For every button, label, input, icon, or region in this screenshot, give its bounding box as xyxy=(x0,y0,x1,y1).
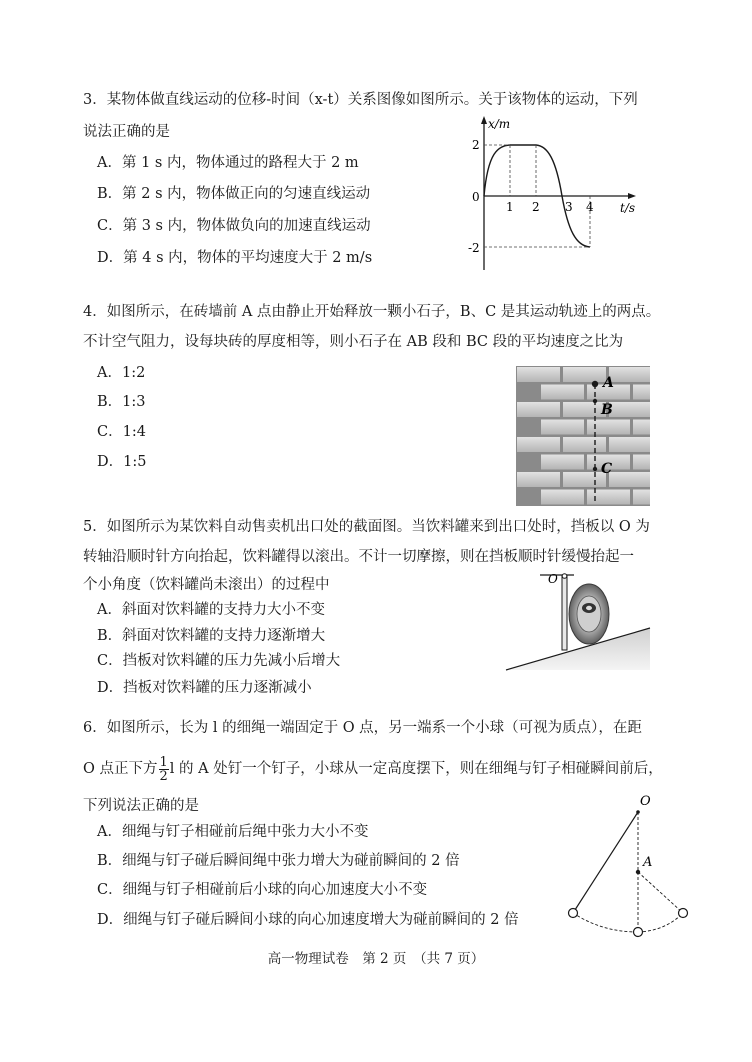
x-tick-4: 4 xyxy=(586,200,594,214)
label-c: C xyxy=(601,461,613,477)
q3-stem-line1: 3．某物体做直线运动的位移-时间（x-t）关系图像如图所示。关于该物体的运动，下列 xyxy=(83,92,638,108)
fraction-denominator: 2 xyxy=(159,768,168,784)
brick xyxy=(517,402,560,417)
brick xyxy=(517,472,560,487)
brick xyxy=(563,402,606,417)
q3-xt-graph xyxy=(440,112,640,277)
brick xyxy=(587,490,630,505)
q6-stem-line2-start: O 点正下方 xyxy=(83,761,158,777)
point-c xyxy=(593,467,597,471)
brick xyxy=(563,472,606,487)
brick xyxy=(609,402,650,417)
x-axis-arrow xyxy=(628,193,636,199)
q6-option-b: B．细绳与钉子碰后瞬间绳中张力增大为碰前瞬间的 2 倍 xyxy=(97,853,460,869)
brick xyxy=(541,420,584,435)
q4-option-a: A．1:2 xyxy=(97,365,146,381)
fixed-point-o xyxy=(636,810,640,814)
q6-option-c: C．细绳与钉子相碰前后小球的向心加速度大小不变 xyxy=(97,882,428,898)
q6-option-d: D．细绳与钉子碰后瞬间小球的向心加速度增大为碰前瞬间的 2 倍 xyxy=(97,912,519,928)
q3-stem-line2: 说法正确的是 xyxy=(83,124,170,140)
brick xyxy=(541,385,584,400)
q4-option-c: C．1:4 xyxy=(97,424,146,440)
pivot-o xyxy=(562,574,567,579)
ball-left xyxy=(569,909,578,918)
brick xyxy=(517,367,560,382)
brick xyxy=(563,367,606,382)
x-axis-label: t/s xyxy=(620,201,636,215)
brick xyxy=(609,472,650,487)
brick xyxy=(633,385,650,400)
y-tick-neg2: -2 xyxy=(468,241,480,255)
q6-stem-line2-end: l 的 A 处钉一个钉子，小球从一定高度摆下，则在细绳与钉子相碰瞬间前后， xyxy=(169,761,663,777)
brick xyxy=(609,367,650,382)
q6-stem-line1: 6．如图所示，长为 l 的细绳一端固定于 O 点，另一端系一个小球（可视为质点），在距 xyxy=(83,720,642,736)
q4-option-b: B．1:3 xyxy=(97,394,146,410)
brick xyxy=(517,437,560,452)
ball-bottom xyxy=(634,928,643,937)
q5-stem-line1: 5．如图所示为某饮料自动售卖机出口处的截面图。当饮料罐来到出口处时，挡板以 O 为 xyxy=(83,519,650,535)
swing-arc-right xyxy=(638,913,683,932)
q6-option-a: A．细绳与钉子相碰前后绳中张力大小不变 xyxy=(97,824,369,840)
label-a: A xyxy=(643,855,653,870)
q4-stem-line2: 不计空气阻力，设每块砖的厚度相等，则小石子在 AB 段和 BC 段的平均速度之比为 xyxy=(83,334,624,350)
brick xyxy=(609,437,650,452)
q6-stem-line2 xyxy=(83,752,663,786)
q3-option-b: B．第 2 s 内，物体做正向的匀速直线运动 xyxy=(97,186,371,202)
q3-option-d: D．第 4 s 内，物体的平均速度大于 2 m/s xyxy=(97,250,373,266)
nail-a xyxy=(636,870,640,874)
q4-stem-line1: 4．如图所示，在砖墙前 A 点由静止开始释放一颗小石子，B、C 是其运动轨迹上的两点。 xyxy=(83,304,661,320)
q5-option-c: C．挡板对饮料罐的压力先减小后增大 xyxy=(97,653,341,669)
label-b: B xyxy=(601,402,613,418)
q5-stem-line2: 转轴沿顺时针方向抬起，饮料罐得以滚出。不计一切摩擦，则在挡板顺时针缓慢抬起一 xyxy=(83,549,634,565)
q5-option-d: D．挡板对饮料罐的压力逐渐减小 xyxy=(97,680,312,696)
q3-option-c: C．第 3 s 内，物体做负向的加速直线运动 xyxy=(97,218,371,234)
brick xyxy=(633,420,650,435)
point-a xyxy=(592,381,598,387)
brick xyxy=(541,490,584,505)
brick xyxy=(563,437,606,452)
q5-vending-exit xyxy=(504,566,654,672)
q5-option-a: A．斜面对饮料罐的支持力大小不变 xyxy=(97,602,325,618)
page-footer: 高一物理试卷 第 2 页 （共 7 页） xyxy=(267,951,485,967)
y-axis-label: x/m xyxy=(488,117,511,131)
x-tick-2: 2 xyxy=(532,200,540,214)
q3-option-a: A．第 1 s 内，物体通过的路程大于 2 m xyxy=(97,155,359,171)
string xyxy=(573,812,638,913)
q5-stem-line3: 个小角度（饮料罐尚未滚出）的过程中 xyxy=(83,577,330,593)
can-lid xyxy=(577,596,601,632)
baffle-plate xyxy=(562,576,567,650)
q4-option-d: D．1:5 xyxy=(97,454,147,470)
brick xyxy=(633,455,650,470)
pivot-label: O xyxy=(548,572,558,586)
q4-brick-wall xyxy=(516,366,650,506)
ball-right xyxy=(679,909,688,918)
brick xyxy=(587,420,630,435)
label-o: O xyxy=(640,794,651,809)
origin-label: 0 xyxy=(472,190,480,204)
q6-pendulum xyxy=(562,786,697,941)
label-a: A xyxy=(603,375,614,391)
y-tick-2: 2 xyxy=(472,138,480,152)
swing-arc-left xyxy=(573,913,638,932)
x-tick-1: 1 xyxy=(506,200,514,214)
can-tab-hole xyxy=(586,606,592,610)
one-half-fraction xyxy=(159,756,169,783)
q5-option-b: B．斜面对饮料罐的支持力逐渐增大 xyxy=(97,628,326,644)
string-after-nail xyxy=(638,872,683,913)
brick xyxy=(633,490,650,505)
fraction-numerator: 1 xyxy=(159,754,168,770)
y-axis-arrow xyxy=(481,116,487,124)
q6-stem-line3: 下列说法正确的是 xyxy=(83,798,199,814)
point-b xyxy=(593,399,597,403)
x-tick-3: 3 xyxy=(565,200,573,214)
brick xyxy=(541,455,584,470)
